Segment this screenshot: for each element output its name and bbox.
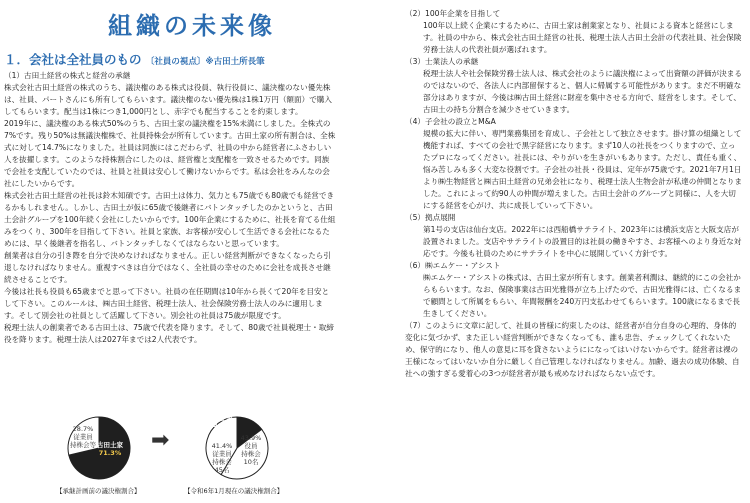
pie2-a-pct: 43.9% (240, 434, 262, 442)
pie2-a-line2: 持株会 (241, 450, 261, 458)
page-title: 組織の未来像 (108, 12, 276, 40)
right-col-paragraph: 税理士法人や社会保険労務士法人は、株式会社のように議決権によって出資額の評価が決まるのではないので、各法人に内部留保すると、個人に帰属する可能性があります。まだ不明確な部分はありますが、今後は㈱古田土経営に財産を集中させる方向で、経営をします。そして、古田土の持ち分割合を減少させていきます。 (423, 69, 742, 114)
pie2-b-line1: 従業員 (212, 450, 232, 458)
right-col-paragraph: 第1号の支店は仙台支店。2022年には西船橋サテライト、2023年には横浜支店と大阪支店が設置されました。支店やサテライトの設置目的は社員の働きやすさ、お客様へのより身近な対応です。今後も社員のためにサテライトを中心に展開していく方針です。 (423, 225, 742, 258)
pie1-caption: 【承継計画前の議決権割合】 (56, 487, 141, 495)
pie1-family-name: 古田土家 (97, 441, 123, 449)
pie1-other-line2: 持株会等 (70, 441, 96, 449)
left-col-paragraph: 2019年に、議決権のある株式50%のうち、古田土家の議決権を15%未満にしました。全株式の7%です。残り50%は無議決権株で、社員持株会が所有しています。古田土家の所有割合は、全株式に対して14.7%になりました。社員は同族にはこだわらず、社員の中から経営者にふさわしい人を抜擢します。このような持株割合にしたのは、経営権と支配権を一致させるためです。同族で会社を支配していたのでは、社員と社員は安心して働けないからです。私は会社をみんなの会社にしたいからです。 (4, 119, 336, 188)
pie2-b-label (208, 442, 236, 474)
right-col-paragraph: 規模の拡大に伴い、専門業務集団を育成し、子会社として独立させます。掛け算の組織として機能すれば、すべての会社で黒字経営になります。まず10人の社長をつくりますので、立ったプロになってください。社長には、やりがいを生きがいもあります。ただし、責任も重く、悩み苦しみも多く大変な役割です。子会社の社長・役員は、定年が75歳です。2021年7月1日より㈱生物経営と㈱古田土経営の兄弟会社になり、税理士法人生物会計が私達の仲間となりました。これによって約90人の仲間が増えました。古田土会計のグループと同様に、人を大切にする経営を心がけ、共に成長していって下さい。 (423, 129, 742, 210)
section-heading-sub: 〔社員の視点〕※古田土所長筆 (145, 57, 265, 67)
right-col-paragraph: 100年以上続く企業にするために、古田土家は創業家となり、社員による資本と経営にします。社員の中から、株式会社古田土経営の社長、税理士法人古田土会計の代表社員、社会保険労務士法人の代表社員が選ばれます。 (423, 21, 742, 54)
pie2-b-line2: 持株会 (212, 458, 232, 466)
section-heading-main: １．会社は全社員のもの (4, 52, 142, 67)
right-col-paragraph: ㈱エムケー・アシストの株式は、古田土家が所有します。創業者利潤は、継続的にこの会社からもらいます。なお、保険事業は古田光雅得が立ち上げたので、古田光雅得には、亡くなるまで顧問として所属をもらい、年間報酬を240万円支払わせてもらいます。100歳になるまで長生きしてください。 (423, 273, 742, 318)
pie2-a-line1: 役員 (244, 442, 258, 450)
left-col-paragraph: 今後は社長も役員も65歳までと思って下さい。社員の在任期間は10年から長くて20年を目安として下さい。このルールは、㈱古田土経営、税理士法人、社会保険労務士法人のみに適用します。そして別会社の社員として活躍して下さい。別会社の社員は75歳が限度です。 (4, 287, 330, 320)
pie2-a-line3: 10名 (243, 458, 259, 466)
section-heading (4, 50, 265, 68)
right-col-heading: （6）㈱エムケー・アシスト (405, 261, 501, 270)
right-col-heading: （7）このように文章に記して、社員の皆様に約束したのは、経営者が自分自身の心理的、身体的変化に気づかず、また正しい経営判断ができなくなっても、誰も忠告、チェックしてくれないため、保守的になり、他人の意見に耳を貸さないようにになってはいけないからです。経営者は裸の王様になってはいないか自分に厳しく自己管理しなければなりません。加齢、過去の成功体験、自社への強すぎる愛着心の3つが経営者が最も戒めなければならない点です。 (405, 321, 740, 378)
right-col-heading: （4）子会社の設立とM&A (405, 117, 496, 126)
right-col-heading: （2）100年企業を目指して (405, 9, 501, 18)
left-col-paragraph: 創業者は自分の引き際を自分で決めなければなりません。正しい経営判断ができなくなったら引退しなければなりません。重視すべきは自分ではなく、全社員の幸せのために会社を成長させ継続させることです。 (4, 251, 331, 284)
pie1-other-line1: 従業員 (73, 433, 93, 441)
pie1-family-label (90, 441, 130, 457)
pie2-a-label (238, 434, 264, 466)
left-col-heading: （1）古田土経営の株式と経営の承継 (4, 71, 131, 80)
pie1-other-pct: 28.7% (72, 425, 94, 433)
right-column (393, 8, 743, 380)
pie2-b-line3: 45名 (214, 466, 230, 474)
right-col-heading: （5）拠点展開 (405, 213, 456, 222)
left-col-paragraph: 株式会社古田土経営の株式のうち、議決権のある株式は役員、執行役員に、議決権のない優先株は、社員、パートさんにも所有してもらいます。議決権のない優先株は1株1万円（額面）で購入してもらいます。配当は1株につき1,000円とし、赤字でも配当することを約束します。 (4, 83, 332, 116)
pie2-caption: 【令和6年1月現在の議決権割合】 (184, 487, 284, 495)
pie2-family-label (204, 414, 236, 430)
pie1-family-pct: 71.3% (98, 449, 122, 457)
arrow-icon: ➡ (151, 428, 170, 453)
left-col-paragraph: 税理士法人の創業者である古田土は、75歳で代表を降ります。そして、80歳で社員税理士・取締役を降ります。税理士法人は2027年までは2人代表です。 (4, 323, 334, 344)
left-col-paragraph: 株式会社古田土経営の社長は鈴木知碩です。古田土は体力、気力とも75歳でも80歳でも経営できるかもしれません。しかし、古田土が仮に65歳で後継者にバトンタッチしたのかというと、古田土会計グループを100年続く会社にしたいからです。100年企業にするために、社長を育てる仕組みをつくり、300年を目指して下さい。社員と家族、お客様が安心して生活できる会社になるためには、早く後継者を指名し、バトンタッチしなくてはならないと思っています。 (4, 191, 336, 248)
left-column (4, 70, 336, 346)
right-col-heading: （3）士業法人の承継 (405, 57, 479, 66)
pie2-b-pct: 41.4% (211, 442, 233, 450)
pie2-family-pct: 14.7% (208, 422, 232, 430)
pie2-family-name: 古田土家 (207, 414, 233, 422)
